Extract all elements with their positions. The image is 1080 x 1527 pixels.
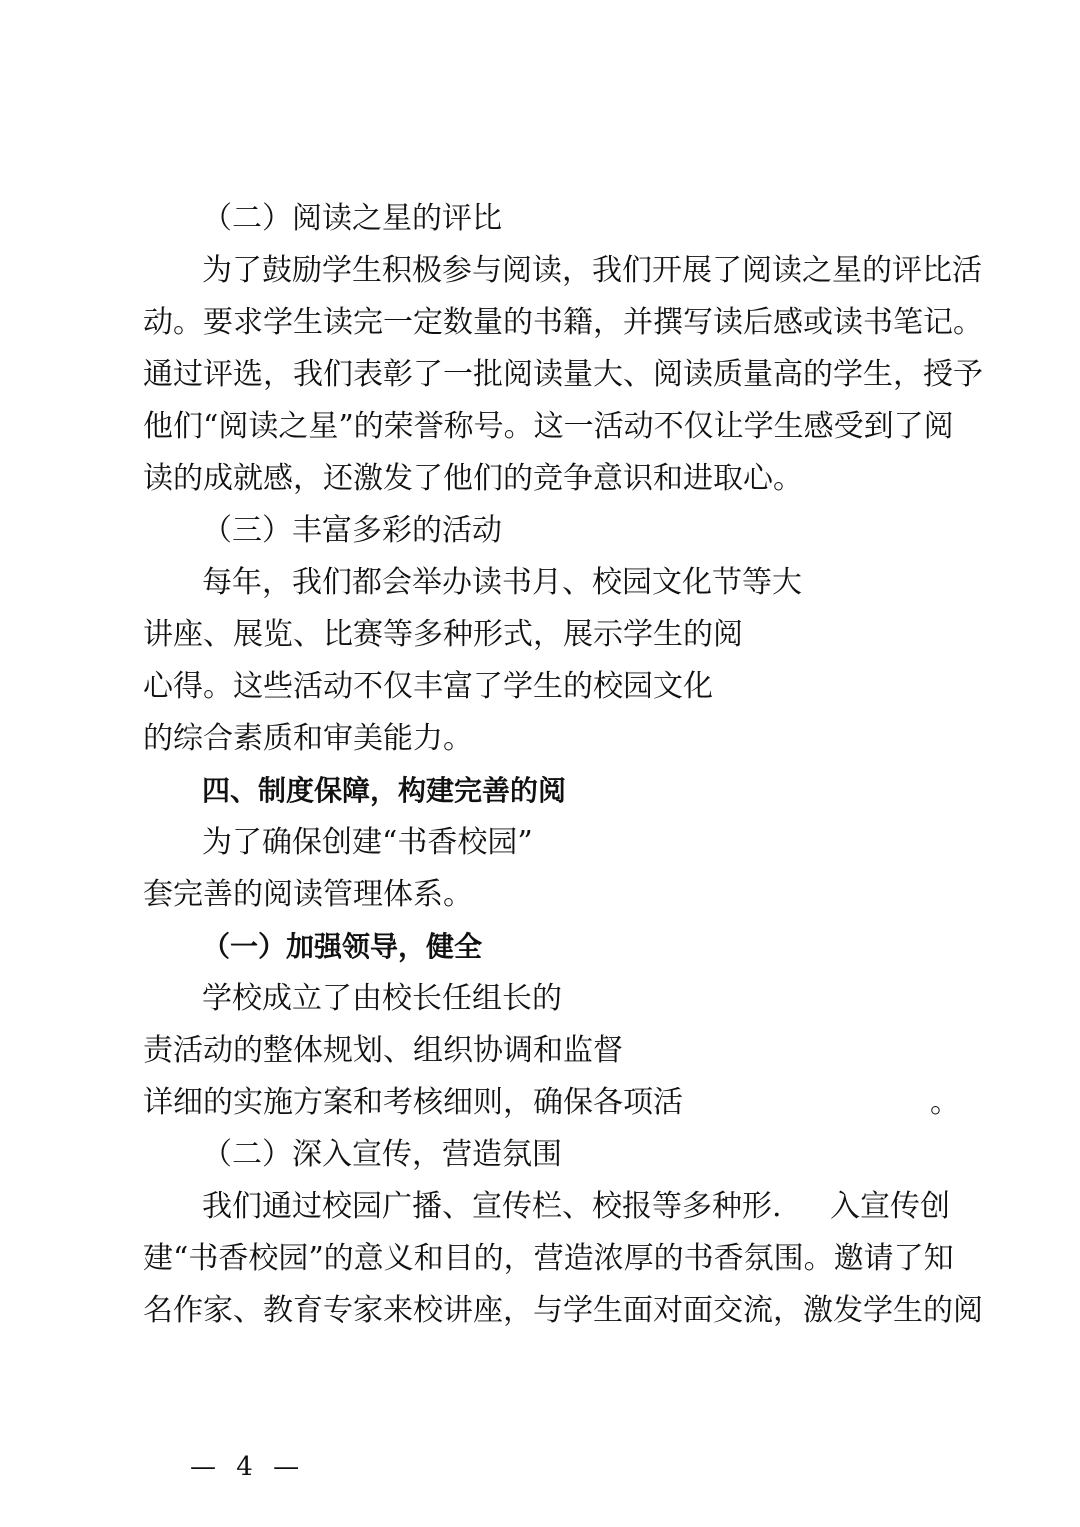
paragraph-text: 心得。这些活动不仅丰富了学生的校园文化 [143,669,713,704]
page-number: — 4 — [190,1452,306,1482]
paragraph-line [0,1083,1080,1123]
paragraph-text: 详细的实施方案和考核细则，确保各项活 [143,1085,683,1120]
section-heading [0,1135,1080,1175]
paragraph-text: 的综合素质和审美能力。 [143,721,473,756]
heading-text: （二）阅读之星的评比 [202,201,502,236]
paragraph-line [0,615,1080,655]
paragraph-line [0,303,1080,343]
paragraph-line [0,1031,1080,1071]
paragraph-text: 他们“阅读之星”的荣誉称号。这一活动不仅让学生感受到了阅 [143,409,954,444]
paragraph-line [0,251,1080,291]
paragraph-text: 讲座、展览、比赛等多种形式，展示学生的阅 [143,617,743,652]
heading-text: （一）加强领导，健全 [202,930,483,963]
paragraph-text: 我们通过校园广播、宣传栏、校报等多种形. [202,1189,782,1224]
heading-text: （三）丰富多彩的活动 [202,513,502,548]
section-heading [0,199,1080,239]
paragraph-text: 学校成立了由校长任组长的 [202,981,562,1016]
paragraph-line [0,979,1080,1019]
paragraph-line [0,1187,1080,1227]
paragraph-line [0,667,1080,707]
chapter-heading [0,771,1080,811]
paragraph-text: 建“书香校园”的意义和目的，营造浓厚的书香氛围。邀请了知 [143,1241,954,1276]
paragraph-line [0,1239,1080,1279]
paragraph-line [0,823,1080,863]
paragraph-text: 责活动的整体规划、组织协调和监督 [143,1033,623,1068]
paragraph-line [0,407,1080,447]
paragraph-line [0,355,1080,395]
paragraph-text: 套完善的阅读管理体系。 [143,877,473,912]
heading-text: （二）深入宣传，营造氛围 [202,1137,562,1172]
paragraph-text: 名作家、教育专家来校讲座，与学生面对面交流，激发学生的阅 [143,1293,983,1328]
paragraph-line [0,1291,1080,1331]
section-heading [0,511,1080,551]
paragraph-text: 通过评选，我们表彰了一批阅读量大、阅读质量高的学生，授予 [143,357,983,392]
paragraph-text: 每年，我们都会举办读书月、校园文化节等大 [202,565,802,600]
paragraph-text: 为了确保创建“书香校园” [202,825,533,860]
paragraph-end-mark: 。 [930,1085,960,1120]
paragraph-line [0,563,1080,603]
paragraph-line [0,719,1080,759]
paragraph-text: 为了鼓励学生积极参与阅读，我们开展了阅读之星的评比活 [202,253,982,288]
section-heading [0,927,1080,967]
heading-text: 四、制度保障，构建完善的阅 [202,774,567,807]
paragraph-text: 读的成就感，还激发了他们的竞争意识和进取心。 [143,461,803,496]
paragraph-line [0,875,1080,915]
paragraph-line [0,459,1080,499]
paragraph-text: 入宣传创 [830,1189,950,1224]
paragraph-text: 动。要求学生读完一定数量的书籍，并撰写读后感或读书笔记。 [143,305,983,340]
